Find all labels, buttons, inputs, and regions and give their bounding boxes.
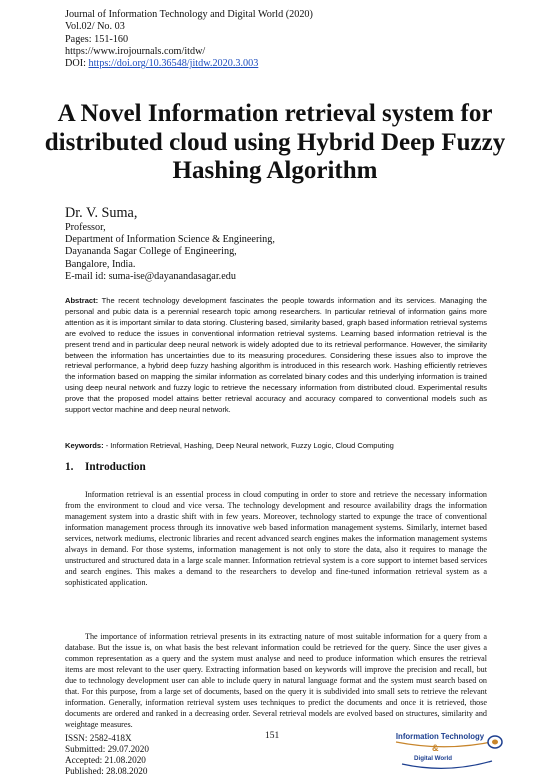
journal-pages: Pages: 151-160: [65, 33, 129, 45]
author-location: Bangalore, India.: [65, 258, 136, 270]
journal-logo: [392, 730, 508, 776]
abstract: [65, 296, 487, 416]
section-number: 1.: [65, 461, 74, 473]
journal-header: [65, 9, 313, 70]
keywords: [65, 441, 487, 451]
publication-footer: [65, 733, 149, 777]
logo-text-line2: Digital World: [414, 755, 453, 762]
intro-paragraph-1: Information retrieval is an essential process in cloud computing in order to store and retrieve the necessary information from the environment to cloud and vice versa. The technology development and resource availability drags the information management system into a drastic shift with in few years. Moreover, technology started to expunge the trace of conventional information management process through its innovative web based information management systems. Similarly, internet based services, network mediums, electronic libraries and recent advanced search engines makes the information management systems always in demand. For those systems, information management is not only to store the data, also it requires to manage the unstructured and structured data in a large scale manner. Information retrieval system is a core support to internet based services and search engines. This makes a demand to the researchers to develop and fine-tuned information retrieval system as a sophisticated application.: [65, 490, 487, 588]
doi-link[interactable]: https://doi.org/10.36548/jitdw.2020.3.003: [88, 58, 259, 70]
accepted-date: Accepted: 21.08.2020: [65, 755, 146, 765]
paper-title: A Novel Information retrieval system for distributed cloud using Hybrid Deep Fuzzy Hashing Algorithm: [44, 100, 506, 184]
author-email: E-mail id: suma-ise@dayanandasagar.edu: [65, 270, 236, 282]
published-date: Published: 28.08.2020: [65, 766, 148, 776]
journal-name: Journal of Information Technology and Digital World (2020): [65, 9, 313, 20]
author-name: Dr. V. Suma,: [65, 205, 138, 221]
doi-label: DOI:: [65, 58, 89, 70]
journal-volume: Vol.02/ No. 03: [65, 21, 125, 33]
page-number: 151: [265, 731, 280, 741]
issn: ISSN: 2582-418X: [65, 733, 132, 743]
logo-text-line1: Information Technology: [395, 732, 485, 741]
author-affiliation: [65, 222, 275, 283]
keywords-label: Keywords:: [65, 441, 104, 450]
author-college: Dayananda Sagar College of Engineering,: [65, 246, 237, 258]
section-heading: [65, 461, 146, 473]
logo-ampersand: &: [432, 743, 439, 753]
journal-url: https://www.irojournals.com/itdw/: [65, 45, 206, 57]
author-position: Professor,: [65, 222, 106, 233]
abstract-text: The recent technology development fascinates the people towards information and its services. Managing the personal and pubic data is a perennial research topic among researchers. In particular retrieval of information gains more attention as it is important similar to data storing. Clustering based, similarity based, graph based information retrieval systems are evolved to reduce the issues in conventional information retrieval systems. Learning based information retrieval is the present trend and in particular deep neural network is widely adopted due to its retrieval performance. However, the similarity between the information has uncertainties due to its measuring procedures. Considering these issues also to improve the retrieval performance, a hybrid deep fuzzy hashing algorithm is introduced in this research work. Hashing efficiently retrieves the information based on mapping the similar information as correlated binary codes and this underlying information is trained using deep neural network and fuzzy logic to retrieve the necessary information from distributed cloud. Experimental results prove that the proposed model attains better retrieval accuracy and accuracy compared to conventional models such as support vector machine and deep neural network.: [65, 296, 487, 415]
abstract-label: Abstract:: [65, 296, 99, 305]
keywords-text: - Information Retrieval, Hashing, Deep Neural network, Fuzzy Logic, Cloud Computing: [103, 441, 394, 450]
author-department: Department of Information Science & Engineering,: [65, 234, 275, 246]
submitted-date: Submitted: 29.07.2020: [65, 744, 149, 754]
intro-paragraph-2: The importance of information retrieval presents in its extracting nature of most suitable information for a query from a database. But the issue is, on what basis the best relevant information could be retrieved for the query. Since the user gives a common representation as a query and the system must analyse and need to produce information which ensures the retrieval items are most relevant to the user query. Extracting information based on keywords will improve the precision and recall, but due to technology development user can able to include query in natural language format and the system must search based on that. For this purpose, from a large set of documents, based on the query it is subdivided into small sets to retrieve the relevant information. Generally, information retrieval system uses techniques to predict the documents and once it is retrieved, those documents are ordered and ranked in a decreasing order. Several retrieval models are evolved based on structures, similarity and weightage measures.: [65, 632, 487, 730]
journal-doi: [65, 58, 313, 70]
section-title: Introduction: [85, 461, 146, 473]
